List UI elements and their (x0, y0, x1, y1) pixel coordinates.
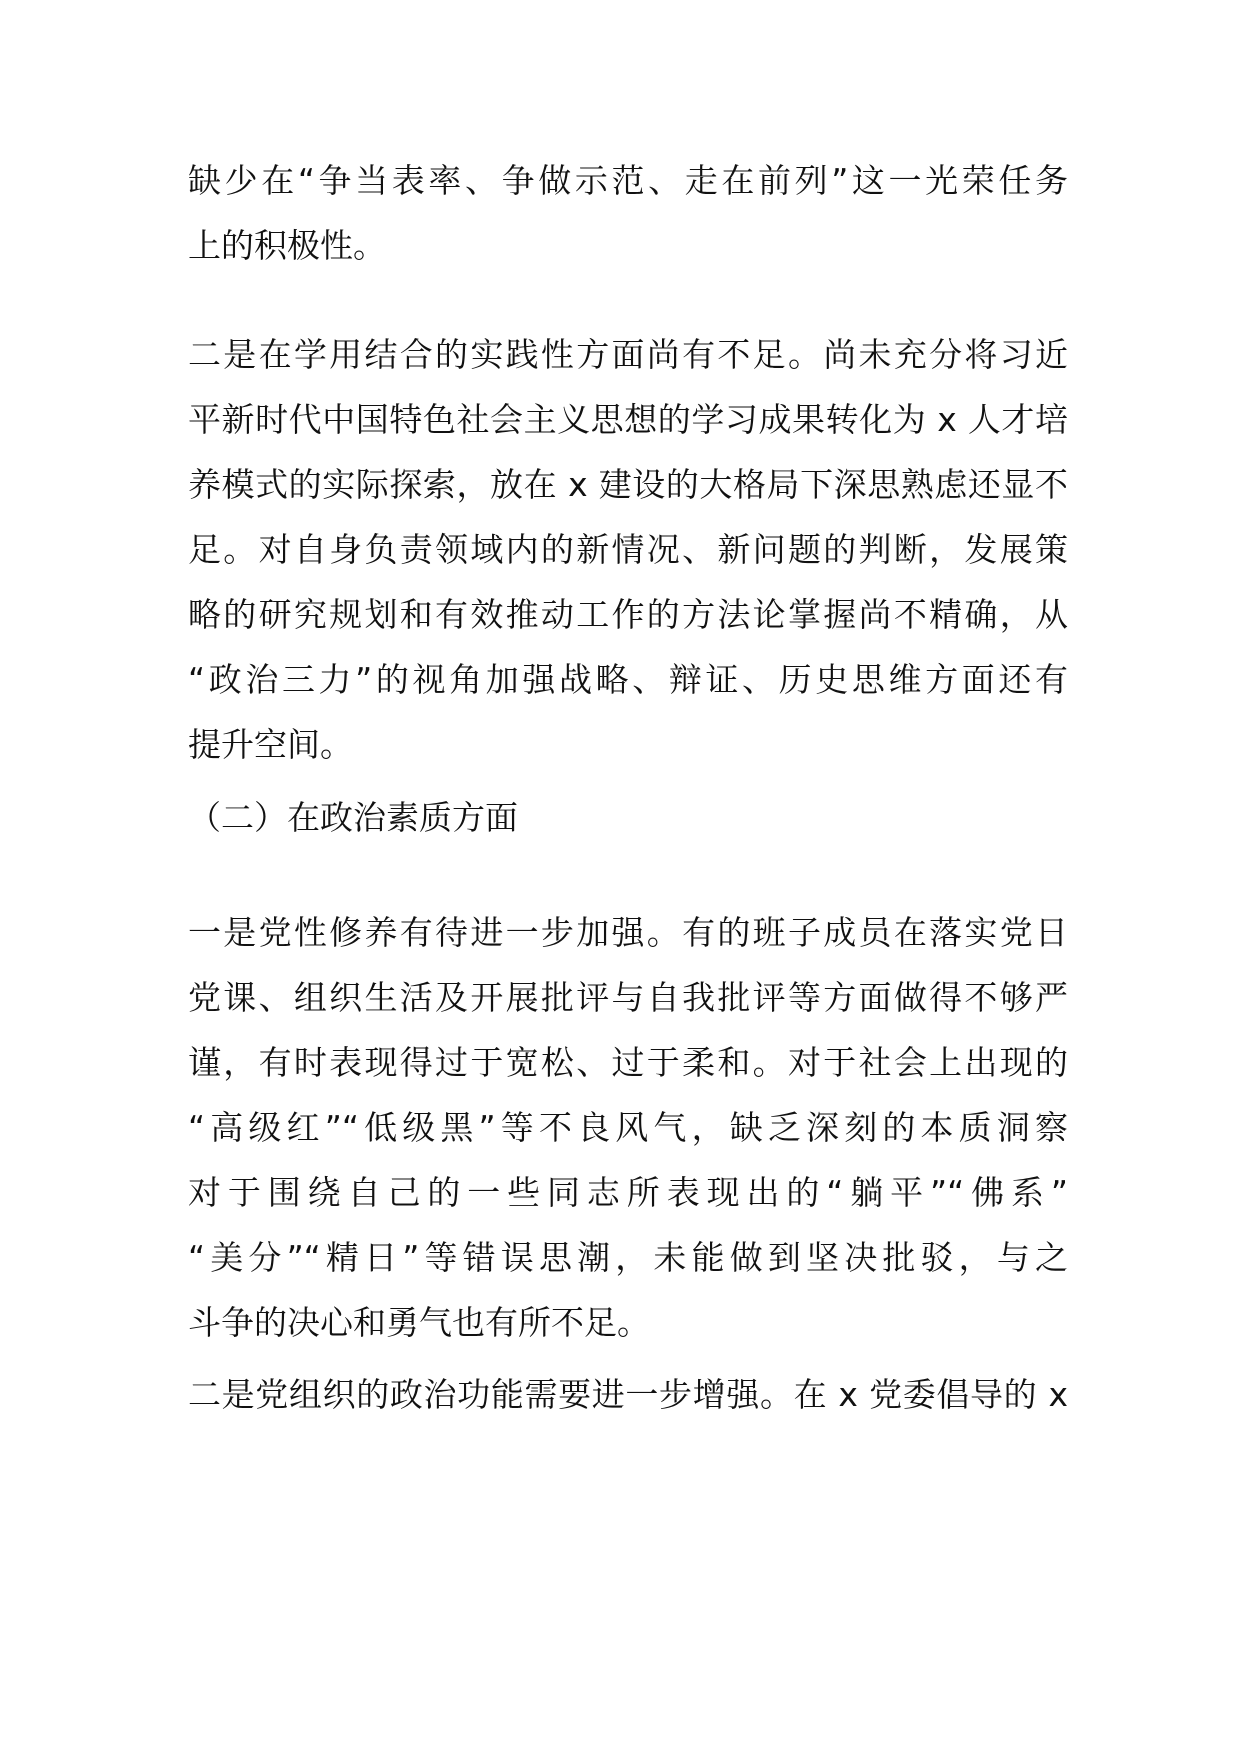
paragraph-line: 一是党性修养有待进一步加强。有的班子成员在落实党日 (188, 913, 1068, 952)
paragraph-line: 养模式的实际探索，放在 x 建设的大格局下深思熟虑还显不 (188, 465, 1068, 504)
paragraph-line: 略的研究规划和有效推动工作的方法论掌握尚不精确，从 (188, 595, 1068, 634)
paragraph-line: 对于围绕自己的一些同志所表现出的“躺平”“佛系” (188, 1173, 1068, 1212)
paragraph-line: 斗争的决心和勇气也有所不足。 (188, 1303, 650, 1342)
paragraph-line: 党课、组织生活及开展批评与自我批评等方面做得不够严 (188, 978, 1068, 1017)
paragraph-1 (188, 148, 1068, 278)
paragraph-3 (188, 900, 1068, 1355)
paragraph-line: 平新时代中国特色社会主义思想的学习成果转化为 x 人才培 (188, 400, 1068, 439)
paragraph-line: 二是在学用结合的实践性方面尚有不足。尚未充分将习近 (188, 335, 1068, 374)
paragraph-line: 缺少在“争当表率、争做示范、走在前列”这一光荣任务 (188, 161, 1068, 200)
paragraph-line: 提升空间。 (188, 725, 353, 764)
paragraph-line: 二是党组织的政治功能需要进一步增强。在 x 党委倡导的 x (188, 1375, 1068, 1414)
paragraph-line: 足。对自身负责领域内的新情况、新问题的判断，发展策 (188, 530, 1068, 569)
paragraph-line: 上的积极性。 (188, 226, 386, 265)
paragraph-2 (188, 322, 1068, 777)
paragraph-line: “政治三力”的视角加强战略、辩证、历史思维方面还有 (188, 660, 1068, 699)
section-heading (188, 785, 1068, 850)
paragraph-4 (188, 1362, 1068, 1427)
paragraph-line: 谨，有时表现得过于宽松、过于柔和。对于社会上出现的 (188, 1043, 1068, 1082)
paragraph-line: “高级红”“低级黑”等不良风气，缺乏深刻的本质洞察 (188, 1108, 1068, 1147)
section-heading-text: （二）在政治素质方面 (188, 798, 518, 837)
paragraph-line: “美分”“精日”等错误思潮，未能做到坚决批驳，与之 (188, 1238, 1068, 1277)
